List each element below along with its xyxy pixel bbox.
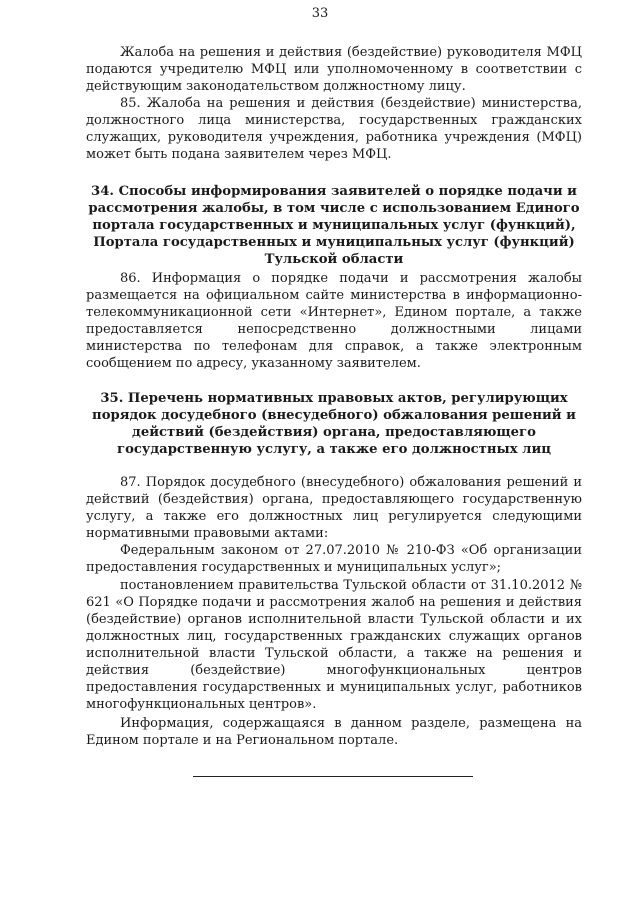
section-heading-35 — [86, 390, 582, 458]
paragraph-85 — [86, 95, 582, 163]
heading-text: 34. Способы информирования заявителей о порядке подачи и рассмотрения жалобы, в том числе с использованием Единого портала государственных и муниципальных услуг (функций), Портала государственных и муниципальных услуг (функций) Тульской области — [88, 184, 580, 267]
paragraph-text: Федеральным законом от 27.07.2010 № 210-ФЗ «Об организации предоставления государственных и муниципальных услуг»; — [86, 543, 582, 575]
page-number: 33 — [311, 6, 329, 21]
paragraph-text: Информация, содержащаяся в данном разделе, размещена на Едином портале и на Региональном портале. — [86, 716, 582, 748]
section-heading-34 — [86, 183, 582, 268]
paragraph-text: Жалоба на решения и действия (бездействие) руководителя МФЦ подаются учредителю МФЦ или уполномоченному в соответствии с действующим законодательством должностному лицу. — [86, 45, 582, 94]
end-divider-line — [193, 776, 473, 777]
heading-text: 35. Перечень нормативных правовых актов, регулирующих порядок досудебного (внесудебного) обжалования решений и действий (бездействия) органа, предоставляющего государственную услугу, а также его должностных лиц — [92, 391, 576, 457]
paragraph-86 — [86, 270, 582, 372]
paragraph-text: 85. Жалоба на решения и действия (бездействие) министерства, должностного лица министерства, государственных гражданских служащих, руководителя учреждения, работника учреждения (МФЦ) может быть подана заявителем через МФЦ. — [86, 96, 582, 162]
paragraph-info-location — [86, 715, 582, 749]
paragraph-text: постановлением правительства Тульской области от 31.10.2012 № 621 «О Порядке подачи и рассмотрения жалоб на решения и действия (бездействие) органов исполнительной власти Тульской области и их должностных лиц, государственных гражданских служащих органов исполнительной власти Тульской области, а также на решения и действия (бездействие) многофункциональных центров предоставления государственных и муниципальных услуг, работников многофункциональных центров». — [86, 578, 582, 712]
paragraph-87 — [86, 474, 582, 542]
paragraph-text: 86. Информация о порядке подачи и рассмотрения жалобы размещается на официальном сайте министерства в информационно-телекоммуникационной сети «Интернет», Едином портале, а также предоставляется непосредственно должностными лицами министерства по телефонам для справок, а также электронным сообщением по адресу, указанному заявителем. — [86, 271, 582, 371]
paragraph-mfc-complaint — [86, 44, 582, 95]
paragraph-resolution-621 — [86, 577, 582, 713]
paragraph-federal-law — [86, 542, 582, 576]
paragraph-text: 87. Порядок досудебного (внесудебного) обжалования решений и действий (бездействия) органа, предоставляющего государственную услугу, а также его должностных лиц регулируется следующими нормативными правовыми актами: — [86, 475, 582, 541]
